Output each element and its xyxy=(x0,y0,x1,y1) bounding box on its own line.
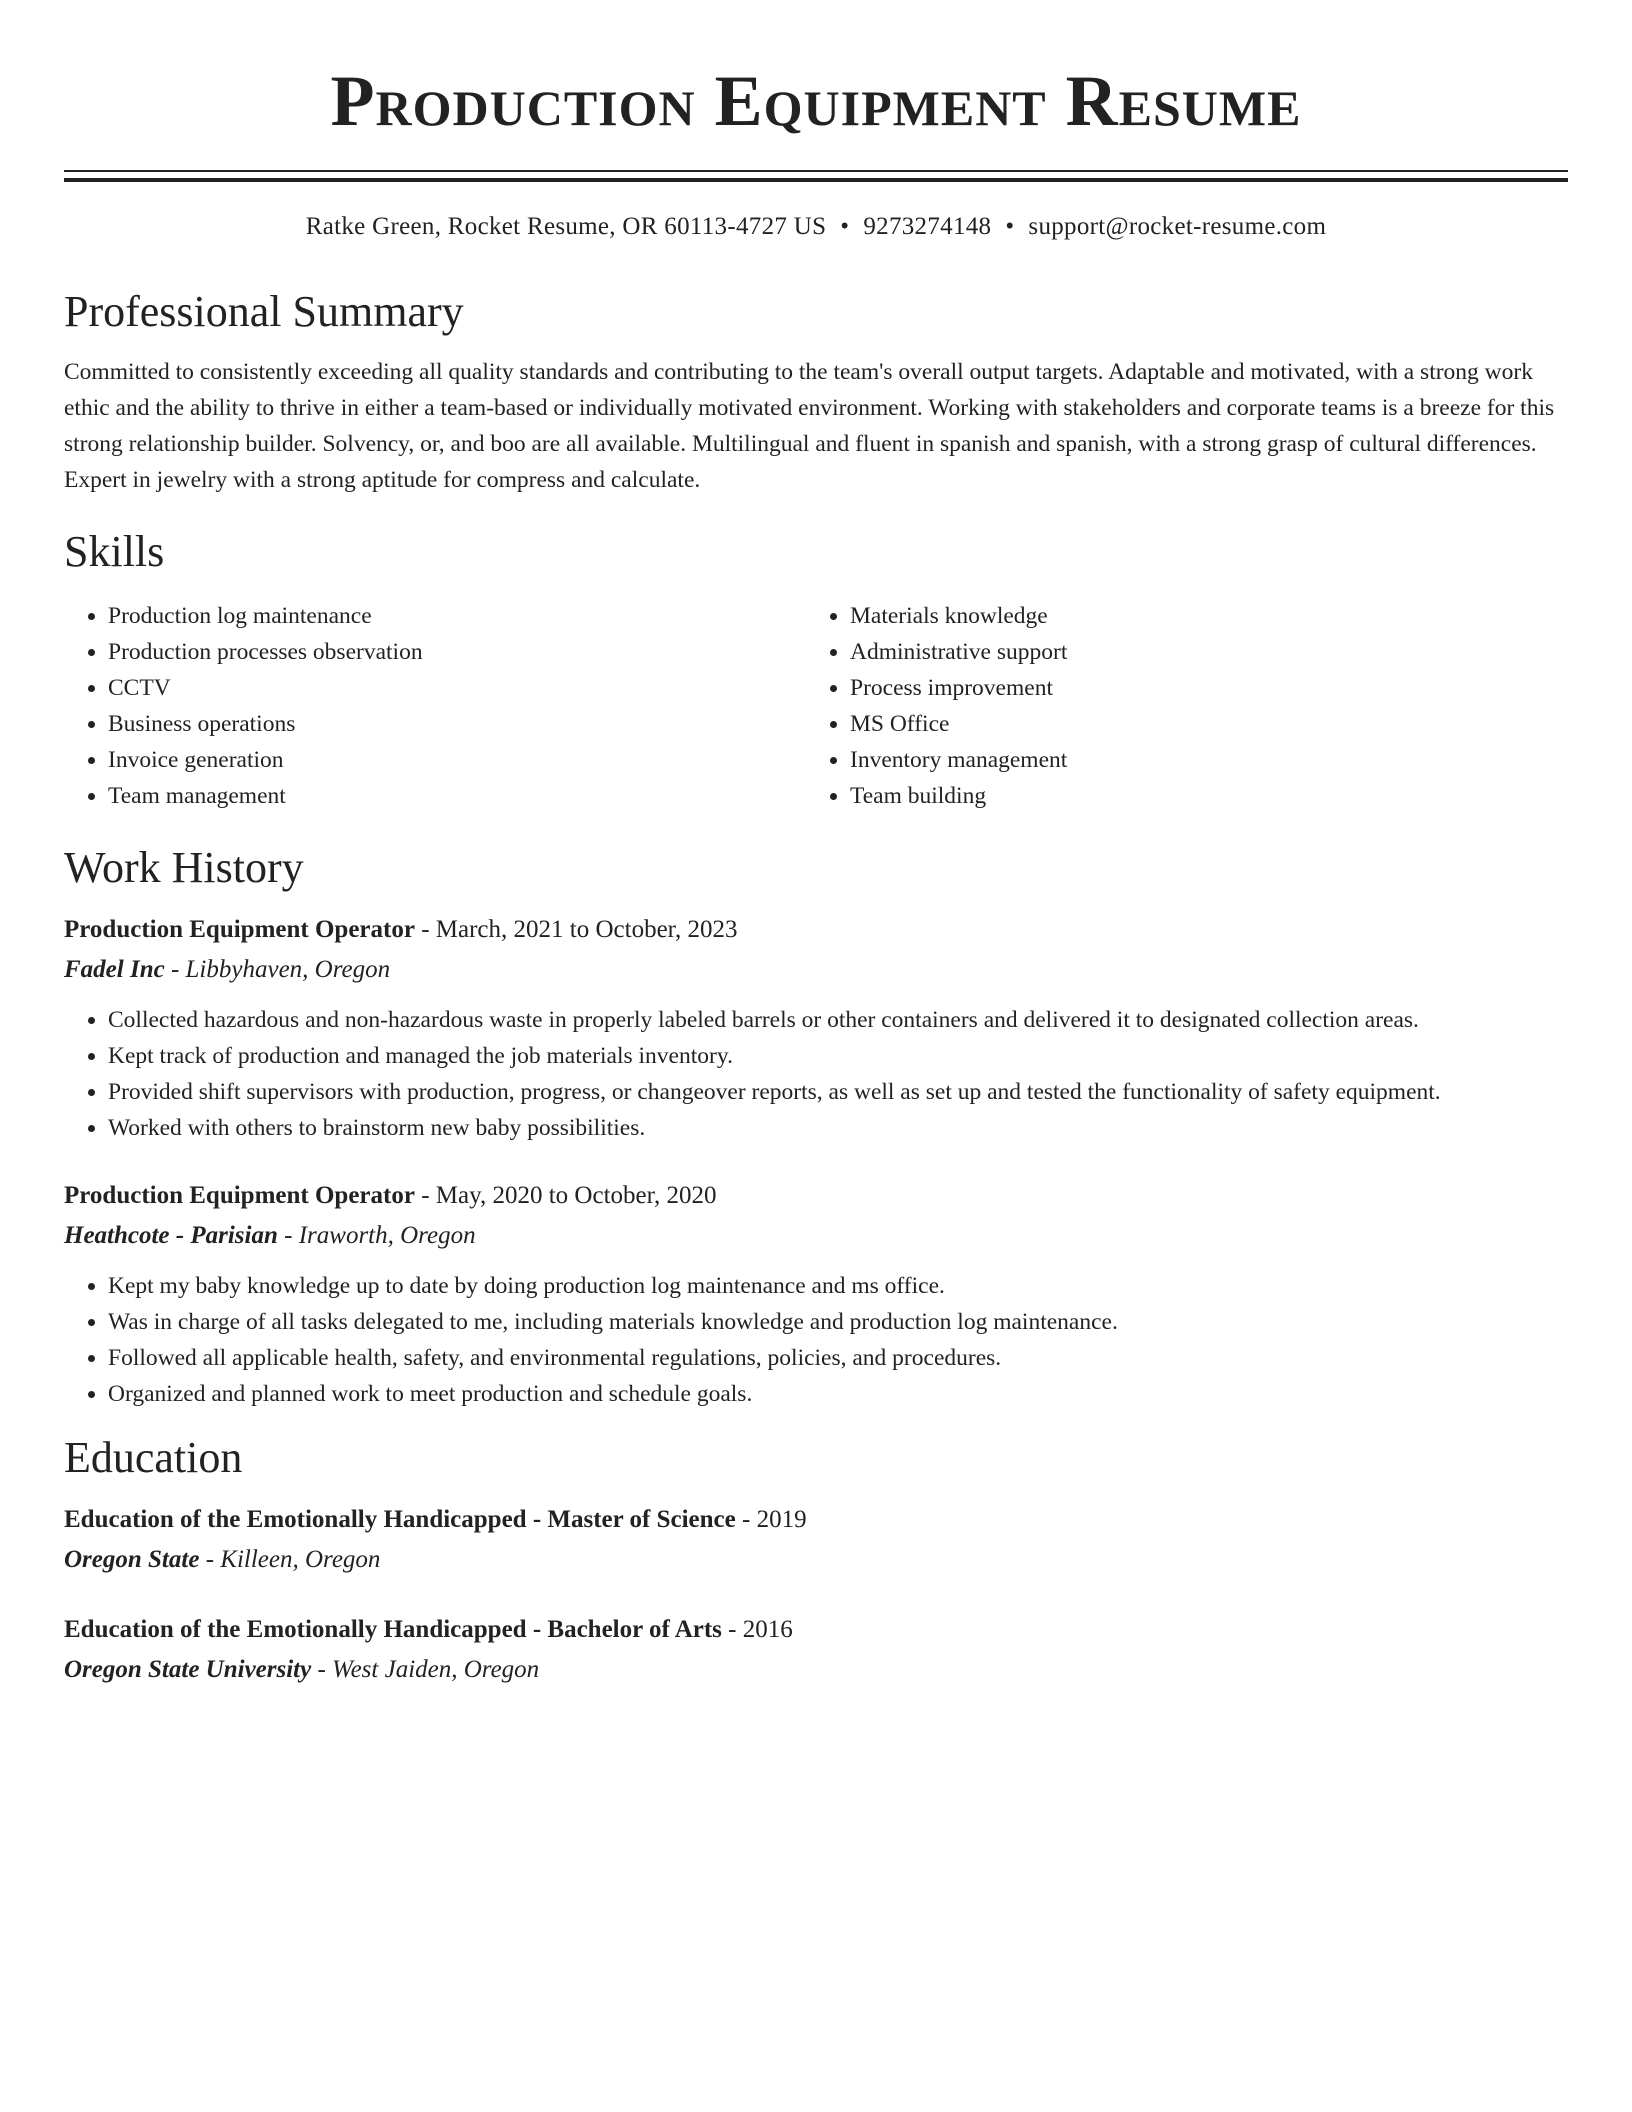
skill-item: • Business operations xyxy=(108,706,806,742)
summary-text: Committed to consistently exceeding all quality standards and contributing to the team's overall output targets. Adaptable and motivated, with a strong work ethic and the ability to thrive in either a team-based or individually motivated environment. Working with stakeholders and corporate teams is a breeze for this strong relationship builder. Solvency, or, and boo are all available. Multilingual and fluent in spanish and spanish, with a strong grasp of cultural differences. Expert in jewelry with a strong aptitude for compress and calculate. xyxy=(64,359,1555,493)
job-bullet: • Kept my baby knowledge up to date by doing production log maintenance and ms office. xyxy=(108,1268,1568,1304)
contact-address: Ratke Green, Rocket Resume, OR 60113-4727 US xyxy=(305,213,827,240)
graduation-year: - 2016 xyxy=(721,1616,793,1643)
school-location: - Killeen, Oregon xyxy=(199,1546,381,1573)
school-line xyxy=(64,1650,1568,1690)
job-dates: - May, 2020 to October, 2020 xyxy=(414,1182,717,1209)
job-bullet: • Organized and planned work to meet production and schedule goals. xyxy=(108,1376,1568,1412)
degree-line xyxy=(64,1610,1568,1650)
job-title: Production Equipment Operator xyxy=(64,916,415,943)
skill-item: • Materials knowledge xyxy=(850,598,1568,634)
job-title-line xyxy=(64,910,1568,950)
job-bullet: • Collected hazardous and non-hazardous waste in properly labeled barrels or other containers and delivered it to designated collection areas. xyxy=(108,1002,1568,1038)
resume-title: Production Equipment Resume xyxy=(330,61,1302,141)
skills-heading: Skills xyxy=(64,527,165,576)
skill-item: • Administrative support xyxy=(850,634,1568,670)
school-line xyxy=(64,1540,1568,1580)
skill-item: • Team building xyxy=(850,778,1568,814)
skills-column-right xyxy=(806,598,1568,814)
job-bullet: • Worked with others to brainstorm new baby possibilities. xyxy=(108,1110,1568,1146)
job-bullet: • Was in charge of all tasks delegated to me, including materials knowledge and production log maintenance. xyxy=(108,1304,1568,1340)
job-bullets xyxy=(64,1268,1568,1412)
skill-item: • Production log maintenance xyxy=(108,598,806,634)
skill-item: • Process improvement xyxy=(850,670,1568,706)
job-location: - Iraworth, Oregon xyxy=(277,1222,476,1249)
skill-item: • MS Office xyxy=(850,706,1568,742)
school-name: Oregon State University xyxy=(64,1656,312,1683)
school-name: Oregon State xyxy=(64,1546,200,1573)
degree-line xyxy=(64,1500,1568,1540)
summary-heading: Professional Summary xyxy=(64,287,464,336)
education-entry xyxy=(64,1500,1568,1580)
contact-email: support@rocket-resume.com xyxy=(1028,213,1327,240)
job-bullet: • Followed all applicable health, safety, and environmental regulations, policies, and procedures. xyxy=(108,1340,1568,1376)
contact-separator: • xyxy=(1005,213,1015,240)
job-employer-line xyxy=(64,1216,1568,1256)
skill-item: • Inventory management xyxy=(850,742,1568,778)
job-employer-line xyxy=(64,950,1568,990)
job-location: - Libbyhaven, Oregon xyxy=(164,956,391,983)
job-bullets xyxy=(64,1002,1568,1146)
skill-item: • Production processes observation xyxy=(108,634,806,670)
contact-separator: • xyxy=(840,213,850,240)
contact-phone: 9273274148 xyxy=(863,213,992,240)
contact-line xyxy=(64,210,1568,244)
school-location: - West Jaiden, Oregon xyxy=(311,1656,540,1683)
skills-list xyxy=(64,598,1568,814)
job-company: Fadel Inc xyxy=(64,956,165,983)
job-bullet: • Provided shift supervisors with production, progress, or changeover reports, as well as set up and tested the functionality of safety equipment. xyxy=(108,1074,1568,1110)
job-title-line xyxy=(64,1176,1568,1216)
job-entry xyxy=(64,1176,1568,1412)
work-history-heading: Work History xyxy=(64,843,304,892)
job-entry xyxy=(64,910,1568,1146)
education-entry xyxy=(64,1610,1568,1690)
job-dates: - March, 2021 to October, 2023 xyxy=(414,916,738,943)
job-company: Heathcote - Parisian xyxy=(64,1222,278,1249)
skills-column-left xyxy=(64,598,806,814)
degree: Education of the Emotionally Handicapped - Master of Science xyxy=(64,1506,736,1533)
degree: Education of the Emotionally Handicapped - Bachelor of Arts xyxy=(64,1616,722,1643)
job-title: Production Equipment Operator xyxy=(64,1182,415,1209)
graduation-year: - 2019 xyxy=(735,1506,807,1533)
skill-item: • CCTV xyxy=(108,670,806,706)
skill-item: • Invoice generation xyxy=(108,742,806,778)
title-double-rule xyxy=(64,170,1568,182)
skill-item: • Team management xyxy=(108,778,806,814)
job-bullet: • Kept track of production and managed the job materials inventory. xyxy=(108,1038,1568,1074)
education-heading: Education xyxy=(64,1433,243,1482)
